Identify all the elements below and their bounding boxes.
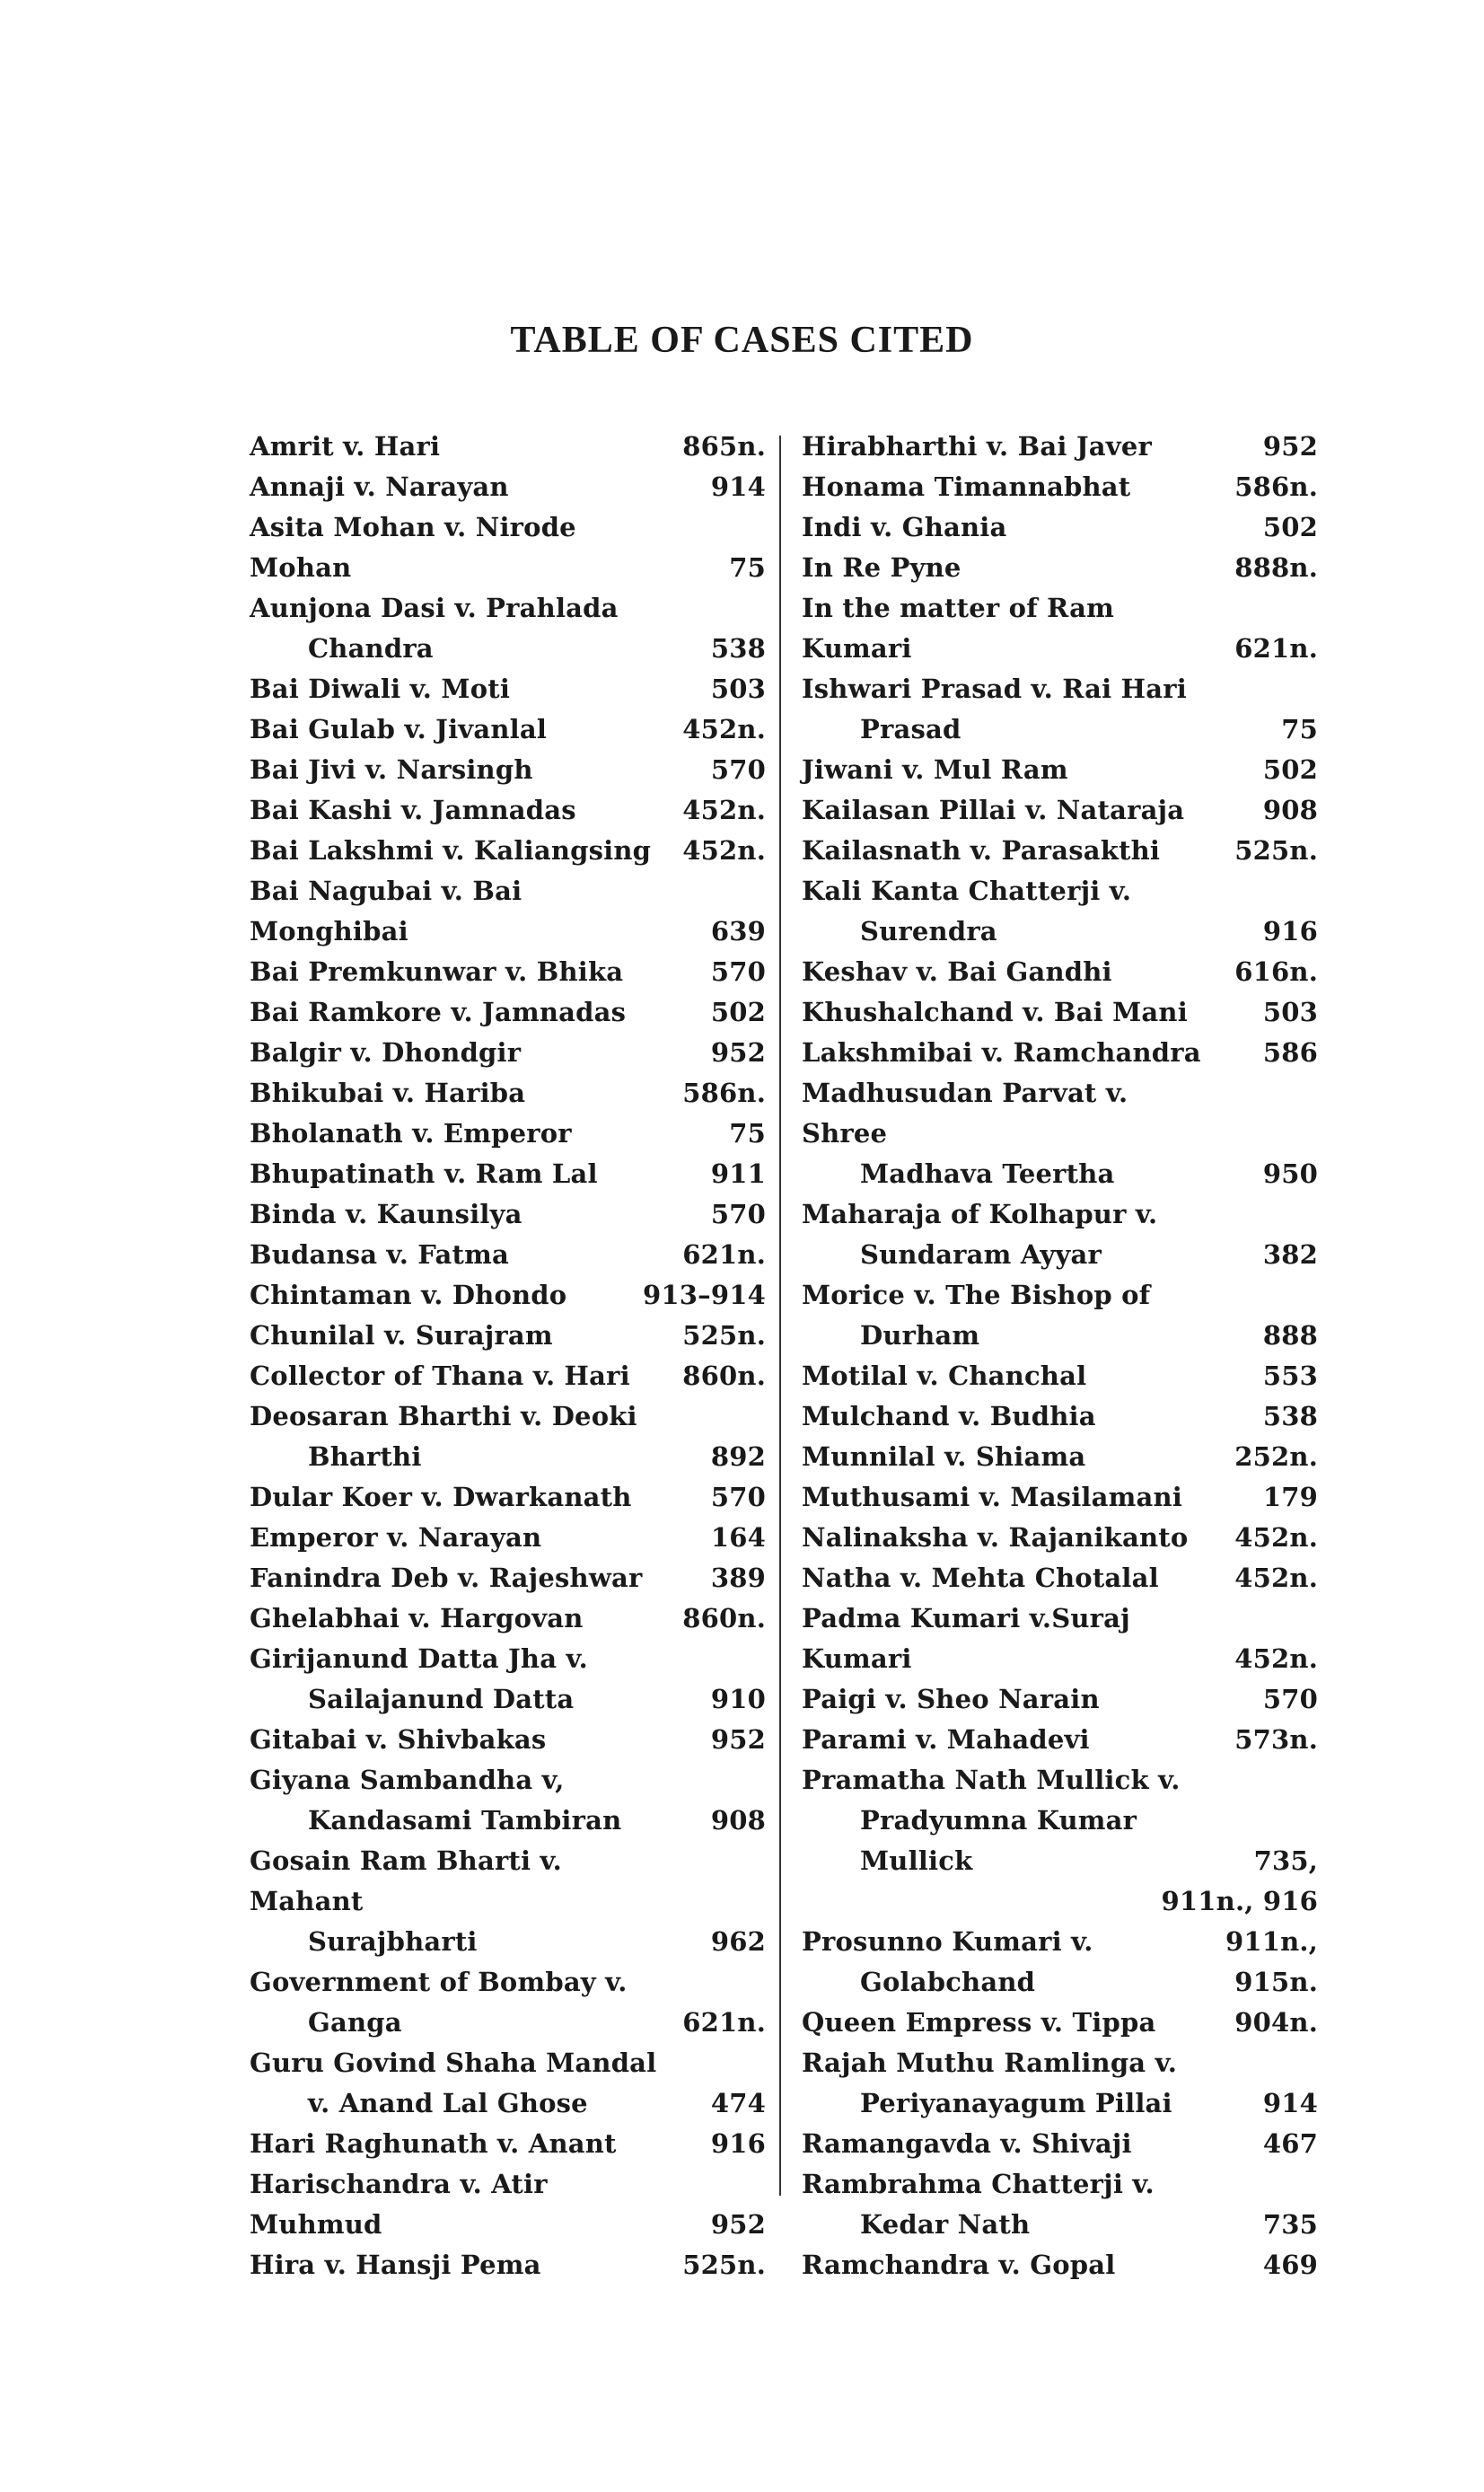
- case-entry: [802, 1033, 1318, 1073]
- page-reference: 908: [710, 1805, 766, 1836]
- case-entry: [250, 1720, 766, 1760]
- case-entry: [250, 1760, 766, 1841]
- page-reference: 573n.: [1234, 1724, 1318, 1755]
- case-entry: [802, 2043, 1318, 2124]
- case-entry: [250, 750, 766, 790]
- page-reference: 503: [1262, 997, 1318, 1027]
- page-reference: 553: [1262, 1360, 1318, 1391]
- case-entry: [250, 952, 766, 992]
- case-name: Gitabai v. Shivbakas: [250, 1724, 547, 1755]
- case-name: Fanindra Deb v. Rajeshwar: [250, 1563, 643, 1593]
- case-entry: [802, 952, 1318, 992]
- page-reference: 570: [710, 1199, 766, 1229]
- column-divider: [779, 436, 781, 2196]
- page-reference: 914: [1262, 2088, 1318, 2118]
- case-entry: [250, 1356, 766, 1396]
- page-reference: 75: [729, 552, 766, 583]
- case-entry: [250, 709, 766, 750]
- case-name: Bai Gulab v. Jivanlal: [250, 714, 548, 744]
- case-entry: [802, 2245, 1318, 2285]
- page-reference: 570: [710, 1482, 766, 1512]
- page-reference: 502: [1262, 754, 1318, 785]
- page-reference: 452n.: [682, 835, 766, 866]
- case-entry: [802, 1194, 1318, 1275]
- page-reference: 910: [710, 1684, 766, 1714]
- case-entry: [250, 1962, 766, 2043]
- case-name: Keshav v. Bai Gandhi: [802, 956, 1112, 987]
- page-reference: 586n.: [682, 1078, 766, 1108]
- case-name-continued: Ganga: [308, 2007, 402, 2038]
- page-reference: 503: [710, 674, 766, 704]
- case-name-continued: Sailajanund Datta: [308, 1684, 575, 1714]
- page-reference: 525n.: [1234, 835, 1318, 866]
- page-reference: 179: [1262, 1482, 1318, 1512]
- case-entry: [250, 1194, 766, 1235]
- case-name: Bhikubai v. Hariba: [250, 1078, 526, 1108]
- page-reference: 950: [1262, 1158, 1318, 1189]
- case-entry: [802, 750, 1318, 790]
- left-column: [250, 427, 766, 2285]
- page-reference: 252n.: [1234, 1441, 1318, 1472]
- case-name: Morice v. The Bishop of: [802, 1280, 1151, 1310]
- case-name-continued: Durham: [860, 1320, 980, 1351]
- case-name: Prosunno Kumari v.: [802, 1926, 1093, 1957]
- page-reference: 75: [729, 1118, 766, 1149]
- page-reference: 908: [1262, 795, 1318, 825]
- case-name: Bai Lakshmi v. Kaliangsing: [250, 835, 652, 866]
- case-name: Bai Jivi v. Narsingh: [250, 754, 533, 785]
- case-name-continued: Kandasami Tambiran: [308, 1805, 622, 1836]
- case-name: Girijanund Datta Jha v.: [250, 1643, 588, 1674]
- case-name: Binda v. Kaunsilya: [250, 1199, 522, 1229]
- case-entry: [250, 2245, 766, 2285]
- page-reference-continued: 911n., 916: [1161, 1886, 1318, 1916]
- case-name: Aunjona Dasi v. Prahlada: [250, 593, 619, 623]
- case-name: Honama Timannabhat: [802, 471, 1131, 502]
- case-entry: [802, 1437, 1318, 1477]
- case-entry: [802, 1073, 1318, 1194]
- case-name-continued: Surajbharti: [308, 1926, 478, 1957]
- case-entry: [250, 1275, 766, 1316]
- page-reference: 502: [1262, 512, 1318, 542]
- case-name-continued: Periyanayagum Pillai: [860, 2088, 1172, 2118]
- page-reference: 952: [710, 2209, 766, 2240]
- page-reference: 586: [1262, 1037, 1318, 1068]
- case-entry: [250, 2043, 766, 2124]
- case-entry: [250, 1235, 766, 1275]
- case-name: Hira v. Hansji Pema: [250, 2250, 541, 2280]
- page-reference: 452n.: [682, 795, 766, 825]
- case-entry: [802, 871, 1318, 952]
- case-entry: [802, 2124, 1318, 2164]
- case-entry: [802, 1558, 1318, 1598]
- case-name: Indi v. Ghania: [802, 512, 1007, 542]
- case-name: Kailasnath v. Parasakthi: [802, 835, 1161, 866]
- case-name: Jiwani v. Mul Ram: [802, 754, 1068, 785]
- case-name: Bai Nagubai v. Bai Monghibai: [250, 876, 522, 947]
- page-reference: 892: [710, 1441, 766, 1472]
- case-name: Guru Govind Shaha Mandal: [250, 2047, 657, 2078]
- page-reference: 952: [710, 1724, 766, 1755]
- case-entry: [250, 1073, 766, 1114]
- case-name: Queen Empress v. Tippa: [802, 2007, 1156, 2038]
- page-reference: 621n.: [682, 1239, 766, 1270]
- case-entry: [250, 1518, 766, 1558]
- case-entry: [250, 1114, 766, 1154]
- page-reference: 382: [1262, 1239, 1318, 1270]
- case-entry: [802, 1720, 1318, 1760]
- case-entry: [802, 588, 1318, 669]
- case-name: Natha v. Mehta Chotalal: [802, 1563, 1159, 1593]
- case-entry: [250, 2124, 766, 2164]
- case-name: Hirabharthi v. Bai Javer: [802, 431, 1152, 462]
- page-reference: 538: [710, 633, 766, 664]
- case-name: Asita Mohan v. Nirode Mohan: [250, 512, 576, 583]
- case-entry: [250, 1558, 766, 1598]
- case-name: Ramangavda v. Shivaji: [802, 2128, 1132, 2159]
- case-name-continued: Surendra: [860, 916, 997, 947]
- right-column: [802, 427, 1318, 2285]
- case-name-continued: Sundaram Ayyar: [860, 1239, 1102, 1270]
- case-name: Ishwari Prasad v. Rai Hari: [802, 674, 1187, 704]
- case-entry: [802, 507, 1318, 548]
- case-name: Parami v. Mahadevi: [802, 1724, 1090, 1755]
- page-reference: 860n.: [682, 1603, 766, 1633]
- case-name: Bai Premkunwar v. Bhika: [250, 956, 624, 987]
- case-entry: [250, 1033, 766, 1073]
- case-name: Giyana Sambandha v,: [250, 1765, 565, 1795]
- page-reference: 389: [710, 1563, 766, 1593]
- page-reference: 621n.: [682, 2007, 766, 2038]
- case-name: Gosain Ram Bharti v. Mahant: [250, 1845, 562, 1916]
- case-entry: [250, 790, 766, 831]
- page-reference: 616n.: [1234, 956, 1318, 987]
- case-name: Lakshmibai v. Ramchandra: [802, 1037, 1201, 1068]
- page-reference: 467: [1262, 2128, 1318, 2159]
- case-entry: [250, 1598, 766, 1639]
- page-reference: 452n.: [1234, 1522, 1318, 1553]
- case-entry: [802, 1396, 1318, 1437]
- page-reference: 75: [1281, 714, 1318, 744]
- page-reference: 621n.: [1234, 633, 1318, 664]
- case-entry: [802, 1477, 1318, 1518]
- case-entry: [802, 1356, 1318, 1396]
- case-name-continued: Kedar Nath: [860, 2209, 1031, 2240]
- case-name: Rambrahma Chatterji v.: [802, 2169, 1155, 2199]
- case-name: Chintaman v. Dhondo: [250, 1280, 567, 1310]
- case-entry: [250, 1316, 766, 1356]
- page-reference: 639: [710, 916, 766, 947]
- case-entry: [250, 669, 766, 709]
- page-reference: 865n.: [682, 431, 766, 462]
- page-reference: 538: [1262, 1401, 1318, 1431]
- case-name: Balgir v. Dhondgir: [250, 1037, 522, 1068]
- case-entry: [802, 548, 1318, 588]
- case-entry: [802, 1679, 1318, 1720]
- page-reference: 916: [1262, 916, 1318, 947]
- case-name: Emperor v. Narayan: [250, 1522, 542, 1553]
- page-reference: 952: [710, 1037, 766, 1068]
- page-reference: 452n.: [1234, 1643, 1318, 1674]
- page-reference: 735: [1262, 2209, 1318, 2240]
- case-name: Annaji v. Narayan: [250, 471, 509, 502]
- page-reference: 911n., 915n.: [1225, 1926, 1318, 1997]
- case-name: Muthusami v. Masilamani: [802, 1482, 1183, 1512]
- case-name: Padma Kumari v.Suraj Kumari: [802, 1603, 1130, 1674]
- case-entry: [802, 790, 1318, 831]
- page-reference: 888n.: [1234, 552, 1318, 583]
- case-name: Bai Ramkore v. Jamnadas: [250, 997, 627, 1027]
- case-entry: [250, 831, 766, 871]
- page-reference: 452n.: [1234, 1563, 1318, 1593]
- page-reference: 469: [1262, 2250, 1318, 2280]
- case-name: Ramchandra v. Gopal: [802, 2250, 1116, 2280]
- page-reference: 570: [710, 956, 766, 987]
- case-entry: [250, 1396, 766, 1477]
- case-name: Munnilal v. Shiama: [802, 1441, 1086, 1472]
- page-title: TABLE OF CASES CITED: [510, 320, 974, 361]
- page-reference: 962: [710, 1926, 766, 1957]
- page-reference: 570: [1262, 1684, 1318, 1714]
- case-entry: [802, 669, 1318, 750]
- page-reference: 525n.: [682, 1320, 766, 1351]
- case-name-continued: v. Anand Lal Ghose: [308, 2088, 588, 2118]
- page-reference: 502: [710, 997, 766, 1027]
- case-name: Rajah Muthu Ramlinga v.: [802, 2047, 1178, 2078]
- case-name: Amrit v. Hari: [250, 431, 441, 462]
- case-name: Hari Raghunath v. Anant: [250, 2128, 617, 2159]
- case-name: Nalinaksha v. Rajanikanto: [802, 1522, 1189, 1553]
- case-name: Collector of Thana v. Hari: [250, 1360, 630, 1391]
- case-name: Paigi v. Sheo Narain: [802, 1684, 1100, 1714]
- case-name: Maharaja of Kolhapur v.: [802, 1199, 1158, 1229]
- page-reference: 904n.: [1234, 2007, 1318, 2038]
- case-name-continued: Chandra: [308, 633, 434, 664]
- page-reference: 474: [710, 2088, 766, 2118]
- case-entry: [802, 992, 1318, 1033]
- case-entry: [250, 507, 766, 588]
- case-entry: [250, 1477, 766, 1518]
- case-name: Government of Bombay v.: [250, 1967, 628, 1997]
- page-reference: 911: [710, 1158, 766, 1189]
- case-name: Pramatha Nath Mullick v.: [802, 1765, 1181, 1795]
- case-name: In Re Pyne: [802, 552, 962, 583]
- page-reference: 586n.: [1234, 471, 1318, 502]
- case-entry: [250, 992, 766, 1033]
- case-entry: [802, 467, 1318, 507]
- case-name: Bai Kashi v. Jamnadas: [250, 795, 576, 825]
- page-reference: 525n.: [682, 2250, 766, 2280]
- case-name: Kailasan Pillai v. Nataraja: [802, 795, 1185, 825]
- case-entry: [802, 1275, 1318, 1356]
- case-name: Kali Kanta Chatterji v.: [802, 876, 1132, 906]
- page-reference: 952: [1262, 431, 1318, 462]
- page-reference: 914: [710, 471, 766, 502]
- case-entry: [802, 427, 1318, 467]
- case-name-continued: Golabchand: [860, 1967, 1036, 1997]
- case-name: Dular Koer v. Dwarkanath: [250, 1482, 632, 1512]
- case-entry: [250, 1841, 766, 1962]
- page-reference: 570: [710, 754, 766, 785]
- case-name: Motilal v. Chanchal: [802, 1360, 1087, 1391]
- case-entry: [802, 1598, 1318, 1679]
- page-reference: 164: [710, 1522, 766, 1553]
- case-entry: [802, 831, 1318, 871]
- case-name: Mulchand v. Budhia: [802, 1401, 1096, 1431]
- case-name: Budansa v. Fatma: [250, 1239, 509, 1270]
- case-name: Bholanath v. Emperor: [250, 1118, 572, 1149]
- case-entry: [802, 2003, 1318, 2043]
- case-name-continued: Bharthi: [308, 1441, 422, 1472]
- case-name: Bai Diwali v. Moti: [250, 674, 511, 704]
- case-entry: [802, 2164, 1318, 2245]
- case-name: Khushalchand v. Bai Mani: [802, 997, 1188, 1027]
- case-entry: [250, 427, 766, 467]
- case-name: Chunilal v. Surajram: [250, 1320, 553, 1351]
- case-entry: [250, 871, 766, 952]
- case-entry: [802, 1518, 1318, 1558]
- page-reference: 916: [710, 2128, 766, 2159]
- case-name: Madhusudan Parvat v. Shree: [802, 1078, 1128, 1149]
- case-entry: [250, 1639, 766, 1720]
- case-entry: [802, 1760, 1318, 1922]
- case-name: Harischandra v. Atir Muhmud: [250, 2169, 548, 2240]
- case-entry: [250, 1154, 766, 1194]
- page-reference: 913–914: [643, 1280, 766, 1310]
- case-name-continued: Prasad: [860, 714, 962, 744]
- case-entry: [802, 1922, 1318, 2003]
- case-entry: [250, 467, 766, 507]
- case-name: Bhupatinath v. Ram Lal: [250, 1158, 598, 1189]
- page-reference: 452n.: [682, 714, 766, 744]
- case-entry: [250, 2164, 766, 2245]
- page-reference: 735,: [1253, 1845, 1318, 1876]
- case-name: In the matter of Ram Kumari: [802, 593, 1115, 664]
- case-name: Ghelabhai v. Hargovan: [250, 1603, 584, 1633]
- case-entry: [250, 588, 766, 669]
- case-name: Deosaran Bharthi v. Deoki: [250, 1401, 637, 1431]
- case-name-continued: Pradyumna Kumar Mullick: [860, 1805, 1137, 1876]
- page-reference: 888: [1262, 1320, 1318, 1351]
- case-name-continued: Madhava Teertha: [860, 1158, 1115, 1189]
- page-reference: 860n.: [682, 1360, 766, 1391]
